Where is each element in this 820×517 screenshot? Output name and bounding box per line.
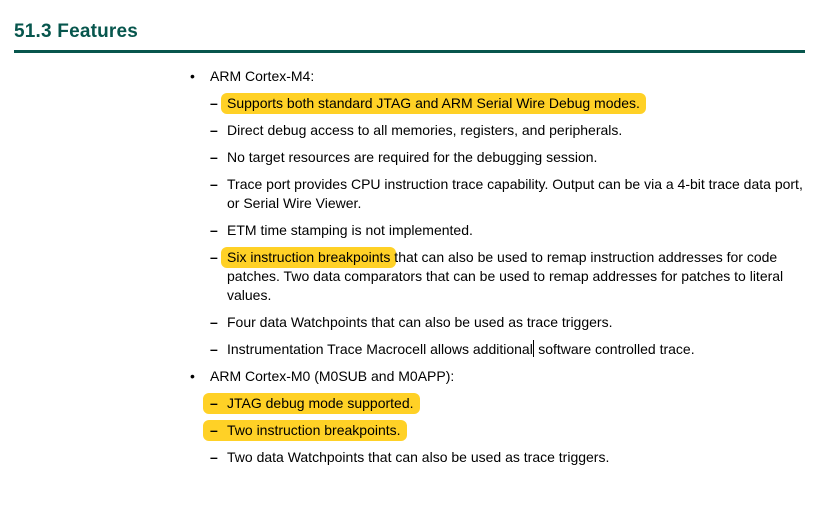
features-list[interactable] xyxy=(190,53,804,467)
dash-icon: – xyxy=(210,95,218,111)
highlight: Six instruction breakpoints xyxy=(221,247,396,268)
dash-icon: – xyxy=(210,422,218,438)
bullet-item xyxy=(190,367,804,386)
dash-item xyxy=(190,421,804,440)
bullet-item-label: ARM Cortex-M4: xyxy=(210,68,315,84)
highlight: Two instruction breakpoints. xyxy=(227,422,401,438)
highlight: Supports both standard JTAG and ARM Serial Wire Debug modes. xyxy=(221,93,646,114)
dash-item xyxy=(190,340,804,359)
dash-icon: – xyxy=(210,149,218,165)
dash-item xyxy=(190,448,804,467)
bullet-icon: • xyxy=(190,368,195,384)
dash-item xyxy=(190,313,804,332)
dash-icon: – xyxy=(210,176,218,192)
dash-item xyxy=(190,175,804,213)
text-segment: that can also be used to remap instruction addresses for code patches. Two data comparators that can be used to remap addresses for patches to literal values. xyxy=(227,249,784,303)
dash-item xyxy=(190,394,804,413)
dash-icon: – xyxy=(210,395,218,411)
text-segment: Four data Watchpoints that can also be used as trace triggers. xyxy=(227,314,613,330)
bullet-item-label: ARM Cortex-M0 (M0SUB and M0APP): xyxy=(210,368,455,384)
highlight xyxy=(203,393,420,414)
text-segment: Trace port provides CPU instruction trace capability. Output can be via a 4-bit trace data port, or Serial Wire Viewer. xyxy=(227,176,803,211)
section-header xyxy=(0,0,820,53)
bullet-icon: • xyxy=(190,68,195,84)
dash-icon: – xyxy=(210,122,218,138)
dash-item xyxy=(190,221,804,240)
dash-icon: – xyxy=(210,314,218,330)
text-segment: No target resources are required for the debugging session. xyxy=(227,149,598,165)
dash-item xyxy=(190,248,804,305)
dash-item xyxy=(190,121,804,140)
text-segment: Instrumentation Trace Macrocell allows additional xyxy=(227,341,533,357)
dash-icon: – xyxy=(210,449,218,465)
dash-icon: – xyxy=(210,222,218,238)
dash-icon: – xyxy=(210,341,218,357)
text-segment: Two data Watchpoints that can also be used as trace triggers. xyxy=(227,449,610,465)
dash-item xyxy=(190,94,804,113)
dash-item xyxy=(190,148,804,167)
text-segment: Direct debug access to all memories, registers, and peripherals. xyxy=(227,122,623,138)
text-segment: ETM time stamping is not implemented. xyxy=(227,222,473,238)
highlight xyxy=(203,420,407,441)
section-title: 51.3 Features xyxy=(14,21,139,42)
text-segment: software controlled trace. xyxy=(534,341,695,357)
dash-icon: – xyxy=(210,249,218,265)
highlight: JTAG debug mode supported. xyxy=(227,395,414,411)
bullet-item xyxy=(190,67,804,86)
